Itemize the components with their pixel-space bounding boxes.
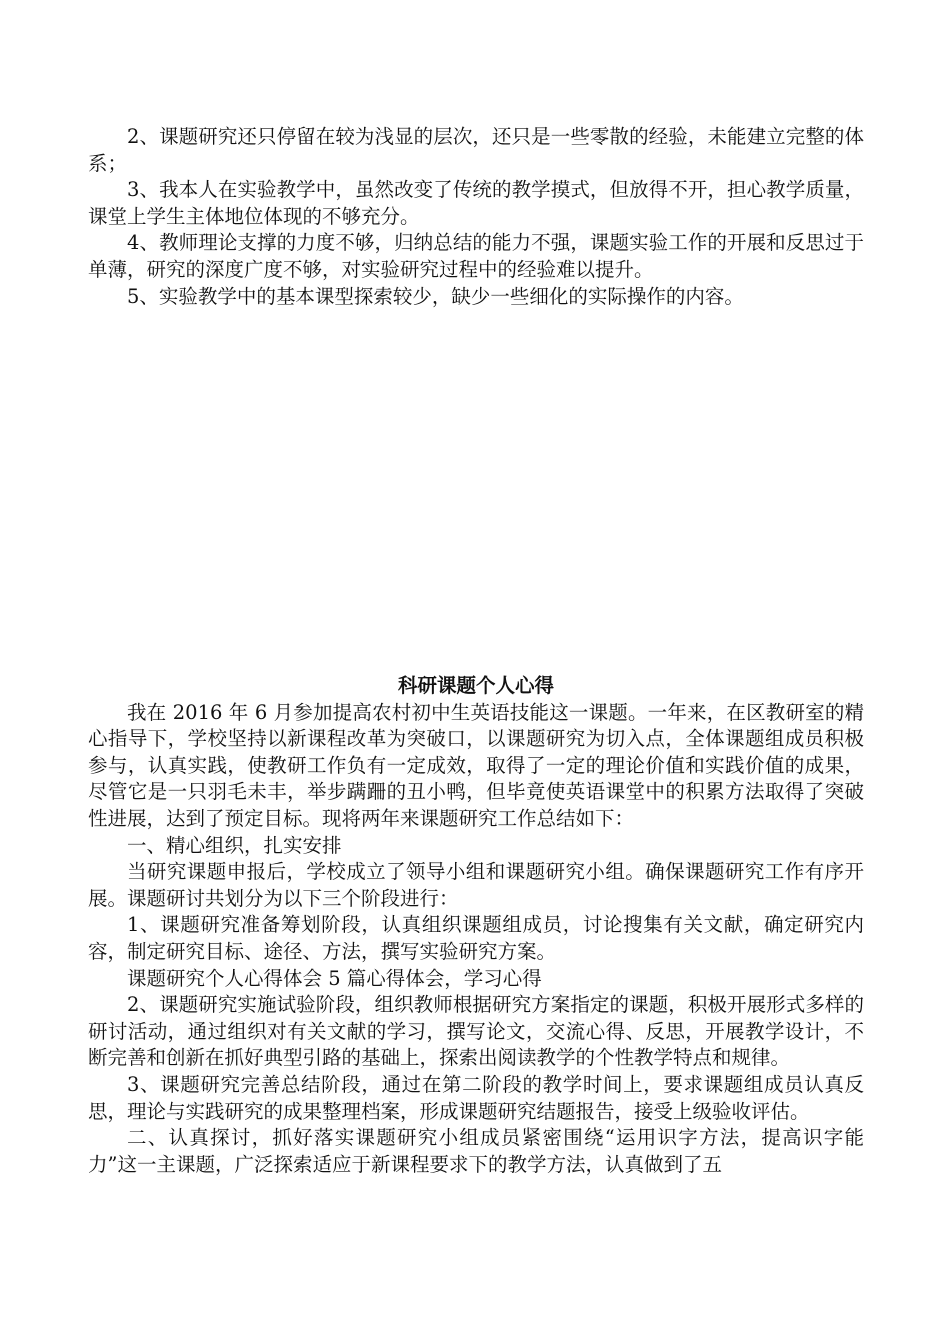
document-title: 科研课题个人心得: [397, 674, 554, 697]
paragraph: 3、我本人在实验教学中，虽然改变了传统的教学摸式，但放得不开，担心教学质量，课堂上学生主体地位体现的不够充分。: [88, 178, 864, 228]
paragraph: 2、课题研究还只停留在较为浅显的层次，还只是一些零散的经验，未能建立完整的体系；: [88, 125, 864, 175]
document-part-one: [88, 124, 864, 310]
paragraph: 我在 2016 年 6 月参加提高农村初中生英语技能这一课题。一年来，在区教研室的精心指导下，学校坚持以新课程改革为突破口，以课题研究为切入点，全体课题组成员积极参与，认真实践，使教研工作负有一定成效，取得了一定的理论价值和实践价值的成果，尽管它是一只羽毛未丰，举步蹒跚的丑小鸭，但毕竟使英语课堂中的积累方法取得了突破性进展，达到了预定目标。现将两年来课题研究工作总结如下：: [88, 700, 864, 830]
paragraph: 二、认真探讨，抓好落实课题研究小组成员紧密围绕“运用识字方法，提高识字能力”这一主课题，广泛探索适应于新课程要求下的教学方法，认真做到了五: [88, 1126, 864, 1176]
document-part-two: [88, 673, 864, 1178]
paragraph: 4、教师理论支撑的力度不够，归纳总结的能力不强，课题实验工作的开展和反思过于单薄，研究的深度广度不够，对实验研究过程中的经验难以提升。: [88, 231, 864, 281]
inserted-line: 课题研究个人心得体会 5 篇心得体会，学习心得: [127, 966, 542, 990]
paragraph: 2、课题研究实施试验阶段，组织教师根据研究方案指定的课题，积极开展形式多样的研讨活动，通过组织对有关文献的学习，撰写论文，交流心得、反思，开展教学设计，不断完善和创新在抓好典型引路的基础上，探索出阅读教学的个性教学特点和规律。: [88, 993, 864, 1070]
paragraph: 5、实验教学中的基本课型探索较少，缺少一些细化的实际操作的内容。: [127, 284, 744, 308]
paragraph: 当研究课题申报后，学校成立了领导小组和课题研究小组。确保课题研究工作有序开展。课题研讨共划分为以下三个阶段进行：: [88, 860, 864, 910]
section-heading: 一、精心组织，扎实安排: [127, 833, 342, 857]
paragraph: 3、课题研究完善总结阶段，通过在第二阶段的教学时间上，要求课题组成员认真反思，理论与实践研究的成果整理档案，形成课题研究结题报告，接受上级验收评估。: [88, 1072, 864, 1123]
paragraph: 1、课题研究准备筹划阶段，认真组织课题组成员，讨论搜集有关文献，确定研究内容，制定研究目标、途径、方法，撰写实验研究方案。: [88, 913, 864, 963]
